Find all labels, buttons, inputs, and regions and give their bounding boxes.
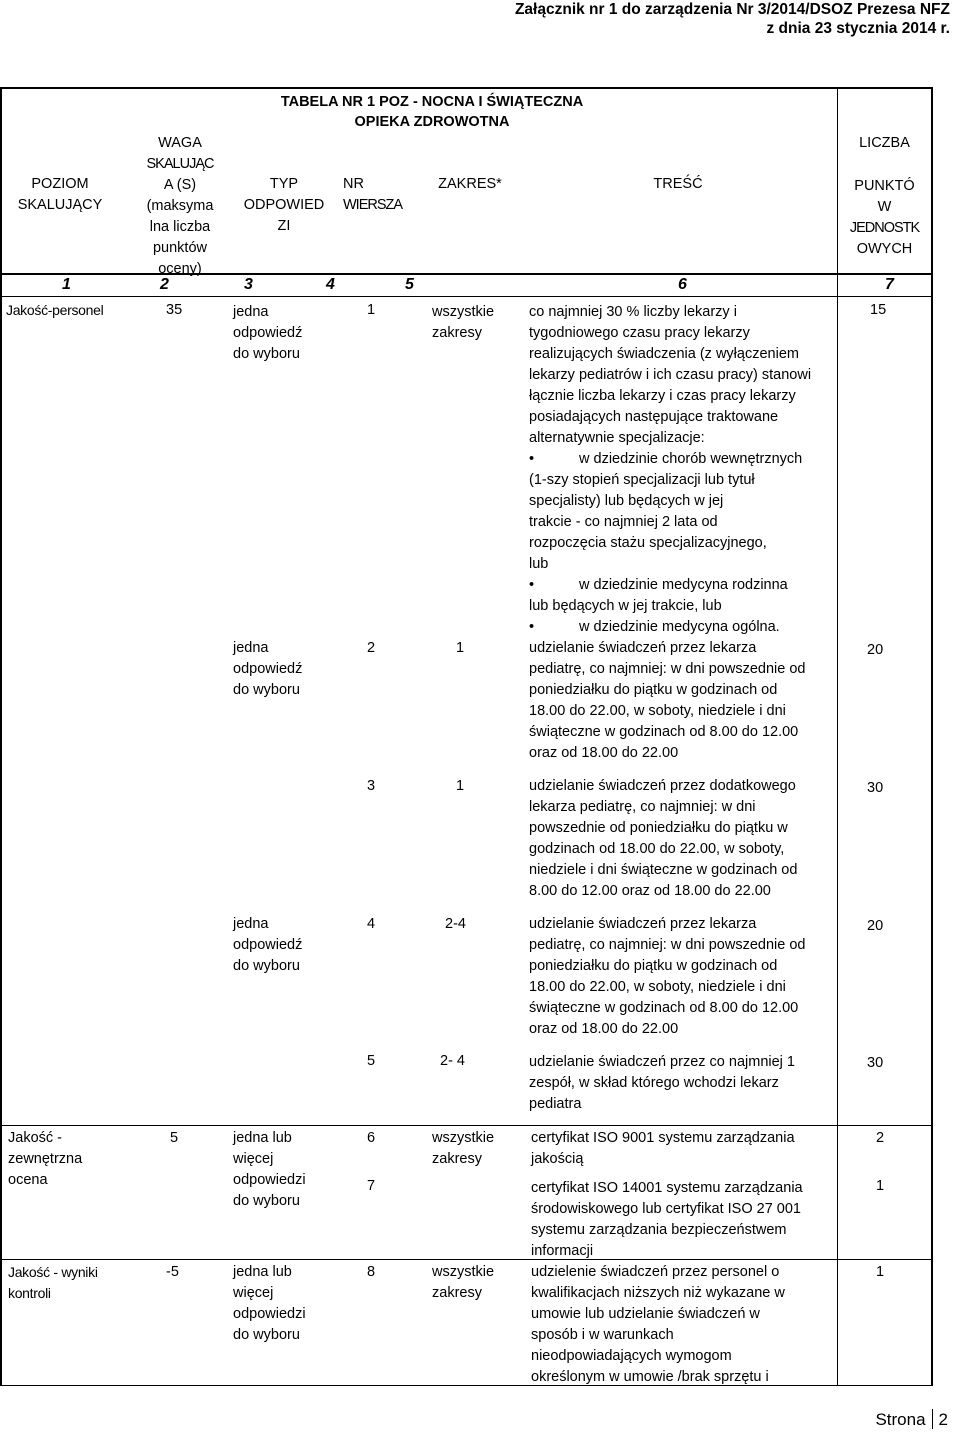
waga-cell: 5: [170, 1130, 179, 1146]
table-title-line-1: TABELA NR 1 POZ - NOCNA I ŚWIĄTECZNA: [280, 94, 584, 110]
waga-cell: -5: [166, 1264, 179, 1280]
zakres-cell: 2-4: [445, 916, 466, 932]
page-separator: [932, 1409, 933, 1429]
typ-cell: jedna odpowiedź do wyboru: [233, 640, 303, 698]
poziom-cell: Jakość-personel: [6, 302, 104, 318]
tresc-cell: certyfikat ISO 14001 systemu zarządzania środowiskowego lub certyfikat ISO 27 001 systemu zarządzania bezpieczeństwem informacji: [531, 1180, 803, 1259]
bullet-item: • w dziedzinie medycyna ogólna.: [529, 617, 811, 638]
punkty-cell: 20: [867, 918, 884, 934]
punkty-cell: 1: [876, 1178, 885, 1194]
zakres-cell: 1: [456, 640, 465, 656]
header-zakres: ZAKRES*: [438, 176, 502, 192]
punkty-cell: 1: [876, 1264, 885, 1280]
punkty-cell: 30: [867, 1055, 884, 1071]
zakres-cell: wszystkie zakresy: [432, 1264, 495, 1301]
tresc-cell: certyfikat ISO 9001 systemu zarządzania jakością: [531, 1130, 795, 1167]
column-number: 2: [160, 276, 169, 293]
typ-cell: jedna odpowiedź do wyboru: [233, 916, 303, 974]
table-title-line-2: OPIEKA ZDROWOTNA: [354, 114, 510, 130]
nr-cell: 4: [367, 916, 376, 932]
nr-cell: 8: [367, 1264, 376, 1280]
column-number: 7: [885, 276, 894, 293]
typ-cell: jedna odpowiedź do wyboru: [233, 304, 303, 362]
zakres-cell: wszystkie zakresy: [432, 1130, 495, 1167]
tresc-cell: udzielanie świadczeń przez dodatkowego lekarza pediatrę, co najmniej: w dni powszednie od poniedziałku do piątku w godzinach od 18.00 do 22.00, w soboty, niedziele i dni świąteczne w godzinach od 8.00 do 12.00 oraz od 18.00 do 22.00: [529, 778, 798, 899]
nr-cell: 2: [367, 640, 376, 656]
tresc-cell: co najmniej 30 % liczby lekarzy i tygodniowego czasu pracy lekarzy realizujących świadczenia (z wyłączeniem lekarzy pediatrów i ich czasu pracy) stanowi łącznie liczba lekarzy i czas pracy lekarzy posiadających następujące traktowane alternatywnie specjalizacje: • w dziedzinie chorób wewnętrznych (1-szy stopień specjalizacji lub tytuł specjalisty) lub będących w jej trakcie - co najmniej 2 lata od rozpoczęcia stażu specjalizacyjnego, lub • w dziedzinie medycyna rodzinna lub będących w jej trakcie, lub • w dziedzinie medycyna ogólna.: [529, 302, 811, 638]
header-line-2: z dnia 23 stycznia 2014 r.: [766, 20, 950, 37]
punkty-cell: 20: [867, 642, 884, 658]
tresc-cell: udzielanie świadczeń przez co najmniej 1 zespół, w skład którego wchodzi lekarz pediatra: [529, 1054, 795, 1112]
header-line-1: Załącznik nr 1 do zarządzenia Nr 3/2014/DSOZ Prezesa NFZ: [514, 1, 950, 18]
waga-cell: 35: [166, 302, 183, 318]
document-header: [515, 0, 950, 38]
punkty-cell: 2: [876, 1130, 885, 1146]
page-number: [875, 1409, 948, 1430]
zakres-cell: 2- 4: [440, 1053, 465, 1069]
poziom-cell: Jakość - wyniki kontroli: [8, 1264, 98, 1301]
nr-cell: 7: [367, 1178, 376, 1194]
nr-cell: 5: [367, 1053, 376, 1069]
tresc-cell: udzielanie świadczeń przez lekarza pediatrę, co najmniej: w dni powszednie od poniedziałku do piątku w godzinach od 18.00 do 22.00, w soboty, niedziele i dni świąteczne w godzinach od 8.00 do 12.00 oraz od 18.00 do 22.00: [529, 916, 806, 1037]
tresc-cell: udzielenie świadczeń przez personel o kwalifikacjach niższych niż wykazane w umowie lub udzielanie świadczeń w sposób i w warunkach nieodpowiadających wymogom określonym w umowie /brak sprzętu i: [531, 1264, 785, 1385]
nr-cell: 3: [367, 778, 376, 794]
poziom-cell: Jakość - zewnętrzna ocena: [8, 1130, 83, 1188]
bullet-icon: •: [529, 619, 535, 635]
bullet-item: • w dziedzinie medycyna rodzinna: [529, 575, 811, 596]
punkty-cell: 15: [870, 302, 887, 318]
header-poziom: POZIOM SKALUJĄCY: [17, 176, 103, 213]
nr-cell: 1: [367, 302, 376, 318]
punkty-cell: 30: [867, 780, 884, 796]
zakres-cell: wszystkie zakresy: [432, 304, 495, 341]
column-number: 5: [405, 276, 414, 293]
column-number: 3: [244, 276, 253, 293]
header-waga: WAGA SKALUJĄC A (S) (maksyma lna liczba punktów oceny): [146, 135, 214, 277]
bullet-item: • w dziedzinie chorób wewnętrznych: [529, 449, 811, 470]
zakres-cell: 1: [456, 778, 465, 794]
column-number: 1: [62, 276, 71, 293]
tresc-cell: udzielanie świadczeń przez lekarza pediatrę, co najmniej: w dni powszednie od poniedziałku do piątku w godzinach od 18.00 do 22.00, w soboty, niedziele i dni świąteczne w godzinach od 8.00 do 12.00 oraz od 18.00 do 22.00: [529, 640, 806, 761]
header-nr-wiersza: NR WIERSZA: [343, 176, 403, 213]
table-title: [232, 92, 632, 132]
header-liczba-punktow: LICZBA PUNKTÓ W JEDNOSTK OWYCH: [849, 135, 920, 257]
column-number: 6: [678, 276, 687, 293]
typ-cell: jedna lub więcej odpowiedzi do wyboru: [233, 1264, 306, 1343]
header-tresc: TREŚĆ: [653, 176, 703, 192]
page-label: Strona: [875, 1410, 926, 1429]
column-number: 4: [326, 276, 335, 293]
header-typ: TYP ODPOWIED ZI: [243, 176, 325, 234]
bullet-icon: •: [529, 451, 535, 467]
nr-cell: 6: [367, 1130, 376, 1146]
page-value: 2: [938, 1410, 948, 1429]
bullet-icon: •: [529, 577, 535, 593]
typ-cell: jedna lub więcej odpowiedzi do wyboru: [233, 1130, 306, 1209]
